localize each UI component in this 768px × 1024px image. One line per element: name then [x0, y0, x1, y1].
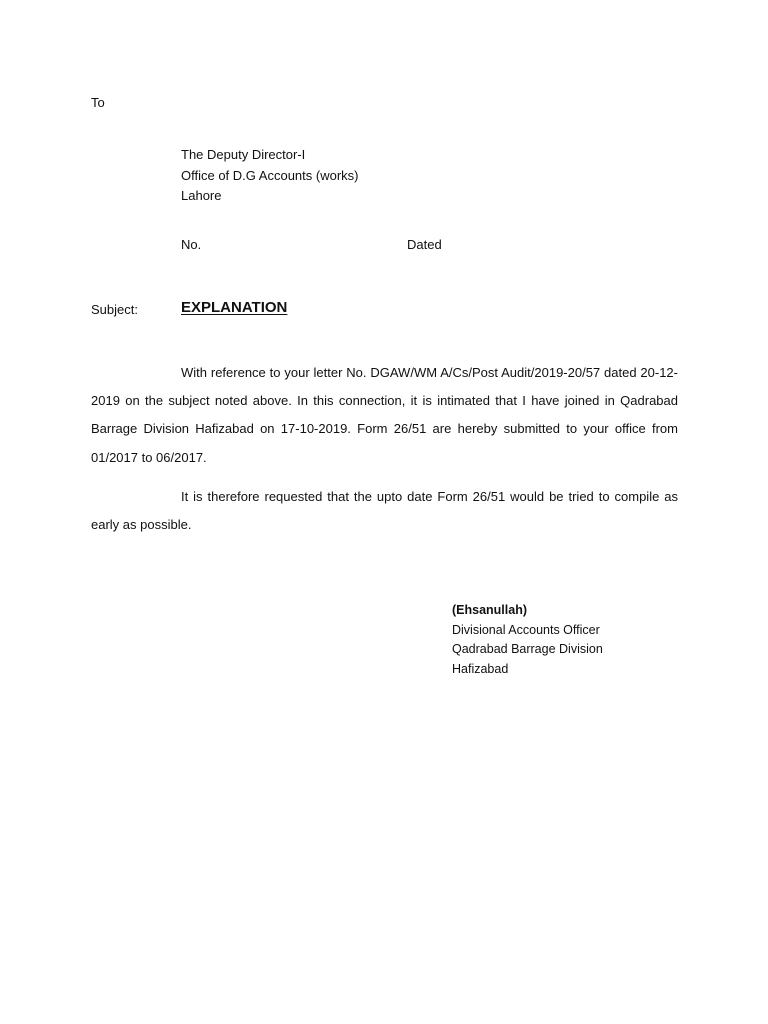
recipient-title: The Deputy Director-I — [181, 147, 306, 162]
signatory-division: Qadrabad Barrage Division — [452, 642, 603, 656]
body-paragraph-1-text: With reference to your letter No. DGAW/WM A/Cs/Post Audit/2019-20/57 dated 20-12-2019 on the subject noted above. In this connection, it is intimated that I have joined in Qadrabad Barrage Division Hafizabad on 17-10-2019. Form 26/51 are hereby submitted to your office from 01/2017 to 06/2017. — [91, 365, 678, 465]
signatory-location: Hafizabad — [452, 661, 509, 676]
signatory-designation: Divisional Accounts Officer — [452, 622, 600, 637]
subject-title: EXPLANATION — [181, 299, 288, 316]
body-paragraph-2-text: It is therefore requested that the upto date Form 26/51 would be tried to compile as early as possible. — [91, 489, 678, 533]
dated-label: Dated — [407, 237, 442, 252]
signature-block — [452, 601, 603, 679]
recipient-city: Lahore — [181, 188, 222, 203]
body-paragraph-1 — [91, 359, 678, 472]
recipient-office: Office of D.G Accounts (works) — [181, 167, 359, 183]
reference-number-label: No. — [181, 237, 202, 252]
recipient-address — [181, 145, 358, 207]
subject-label: Subject: — [91, 302, 138, 317]
salutation-to: To — [91, 95, 105, 110]
body-paragraph-2 — [91, 483, 678, 539]
signatory-name: (Ehsanullah) — [452, 603, 528, 617]
